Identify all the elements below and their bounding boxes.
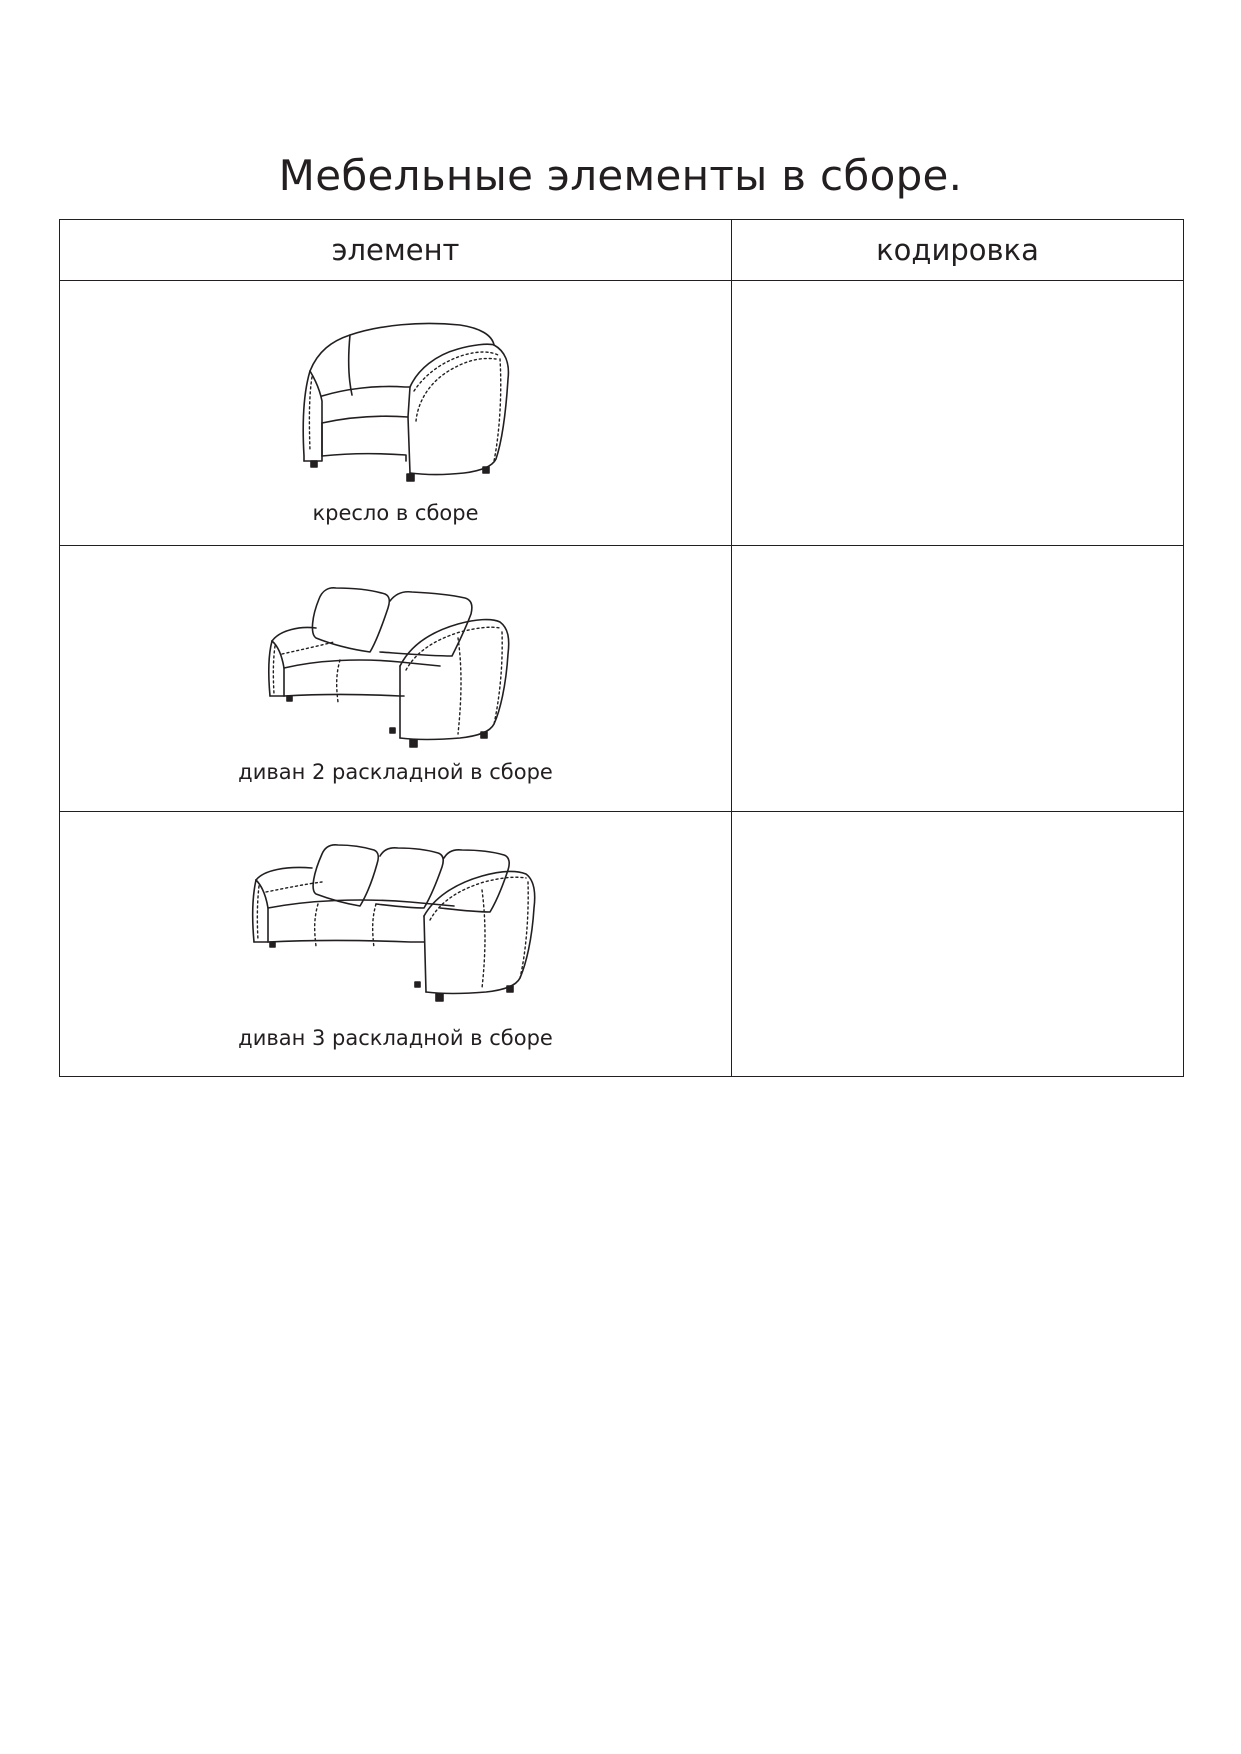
table-header-row	[60, 220, 1184, 281]
header-element: элемент	[60, 220, 732, 281]
table-row	[60, 811, 1184, 1076]
element-cell	[60, 546, 732, 811]
element-cell	[60, 811, 732, 1076]
code-cell	[732, 281, 1184, 546]
element-cell	[60, 281, 732, 546]
header-code: кодировка	[732, 220, 1184, 281]
code-cell	[732, 546, 1184, 811]
furniture-table	[59, 219, 1184, 1077]
page-title: Мебельные элементы в сборе.	[278, 151, 963, 200]
element-label: кресло в сборе	[312, 501, 479, 526]
table-row	[60, 281, 1184, 546]
code-cell	[732, 811, 1184, 1076]
element-label: диван 3 раскладной в сборе	[238, 1025, 553, 1050]
element-label: диван 2 раскладной в сборе	[238, 760, 553, 785]
table-row	[60, 546, 1184, 811]
